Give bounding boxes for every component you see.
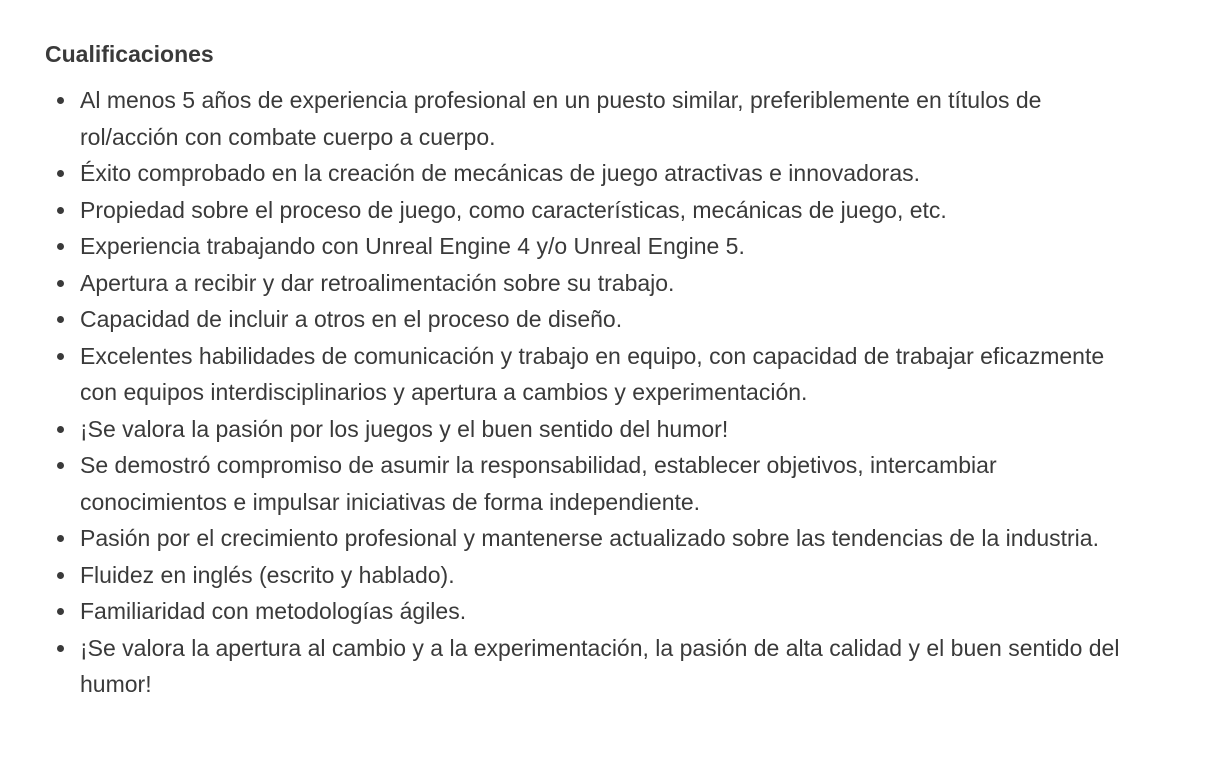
bullet-icon bbox=[57, 207, 64, 214]
bullet-icon bbox=[57, 645, 64, 652]
bullet-icon bbox=[57, 572, 64, 579]
list-item bbox=[45, 228, 1145, 265]
bullet-icon bbox=[57, 243, 64, 250]
list-item bbox=[45, 82, 1145, 155]
list-item bbox=[45, 411, 1145, 448]
bullet-icon bbox=[57, 535, 64, 542]
list-item-text: Familiaridad con metodologías ágiles. bbox=[80, 598, 467, 624]
list-item bbox=[45, 301, 1145, 338]
list-item bbox=[45, 155, 1145, 192]
list-item-text: ¡Se valora la pasión por los juegos y el buen sentido del humor! bbox=[80, 415, 729, 442]
list-item bbox=[45, 447, 1145, 520]
list-item-text: Propiedad sobre el proceso de juego, como características, mecánicas de juego, etc. bbox=[80, 196, 947, 223]
qualifications-list bbox=[45, 82, 1145, 703]
list-item bbox=[45, 593, 1145, 630]
bullet-icon bbox=[57, 462, 64, 469]
list-item-text: Experiencia trabajando con Unreal Engine 4 y/o Unreal Engine 5. bbox=[80, 233, 745, 259]
list-item bbox=[45, 630, 1145, 703]
list-item-text: ¡Se valora la apertura al cambio y a la experimentación, la pasión de alta calidad y el buen sentido del humor! bbox=[80, 634, 1120, 697]
list-item-text: Fluidez en inglés (escrito y hablado). bbox=[80, 561, 455, 588]
bullet-icon bbox=[57, 97, 64, 104]
list-item-text: Apertura a recibir y dar retroalimentación sobre su trabajo. bbox=[80, 269, 675, 296]
list-item bbox=[45, 520, 1145, 557]
list-item-text: Éxito comprobado en la creación de mecánicas de juego atractivas e innovadoras. bbox=[80, 160, 920, 186]
bullet-icon bbox=[57, 353, 64, 360]
list-item bbox=[45, 192, 1145, 229]
section-title: Cualificaciones bbox=[45, 41, 214, 67]
bullet-icon bbox=[57, 316, 64, 323]
list-item-text: Excelentes habilidades de comunicación y trabajo en equipo, con capacidad de trabajar eficazmente con equipos interdisciplinarios y apertura a cambios y experimentación. bbox=[80, 342, 1105, 405]
list-item-text: Pasión por el crecimiento profesional y mantenerse actualizado sobre las tendencias de la industria. bbox=[80, 525, 1099, 551]
bullet-icon bbox=[57, 426, 64, 433]
list-item-text: Capacidad de incluir a otros en el proceso de diseño. bbox=[80, 306, 623, 332]
list-item bbox=[45, 265, 1145, 302]
bullet-icon bbox=[57, 280, 64, 287]
bullet-icon bbox=[57, 608, 64, 615]
list-item bbox=[45, 338, 1145, 411]
bullet-icon bbox=[57, 170, 64, 177]
list-item bbox=[45, 557, 1145, 594]
list-item-text: Al menos 5 años de experiencia profesional en un puesto similar, preferiblemente en títulos de rol/acción con combate cuerpo a cuerpo. bbox=[80, 87, 1042, 150]
list-item-text: Se demostró compromiso de asumir la responsabilidad, establecer objetivos, intercambiar conocimientos e impulsar iniciativas de forma independiente. bbox=[80, 452, 997, 515]
